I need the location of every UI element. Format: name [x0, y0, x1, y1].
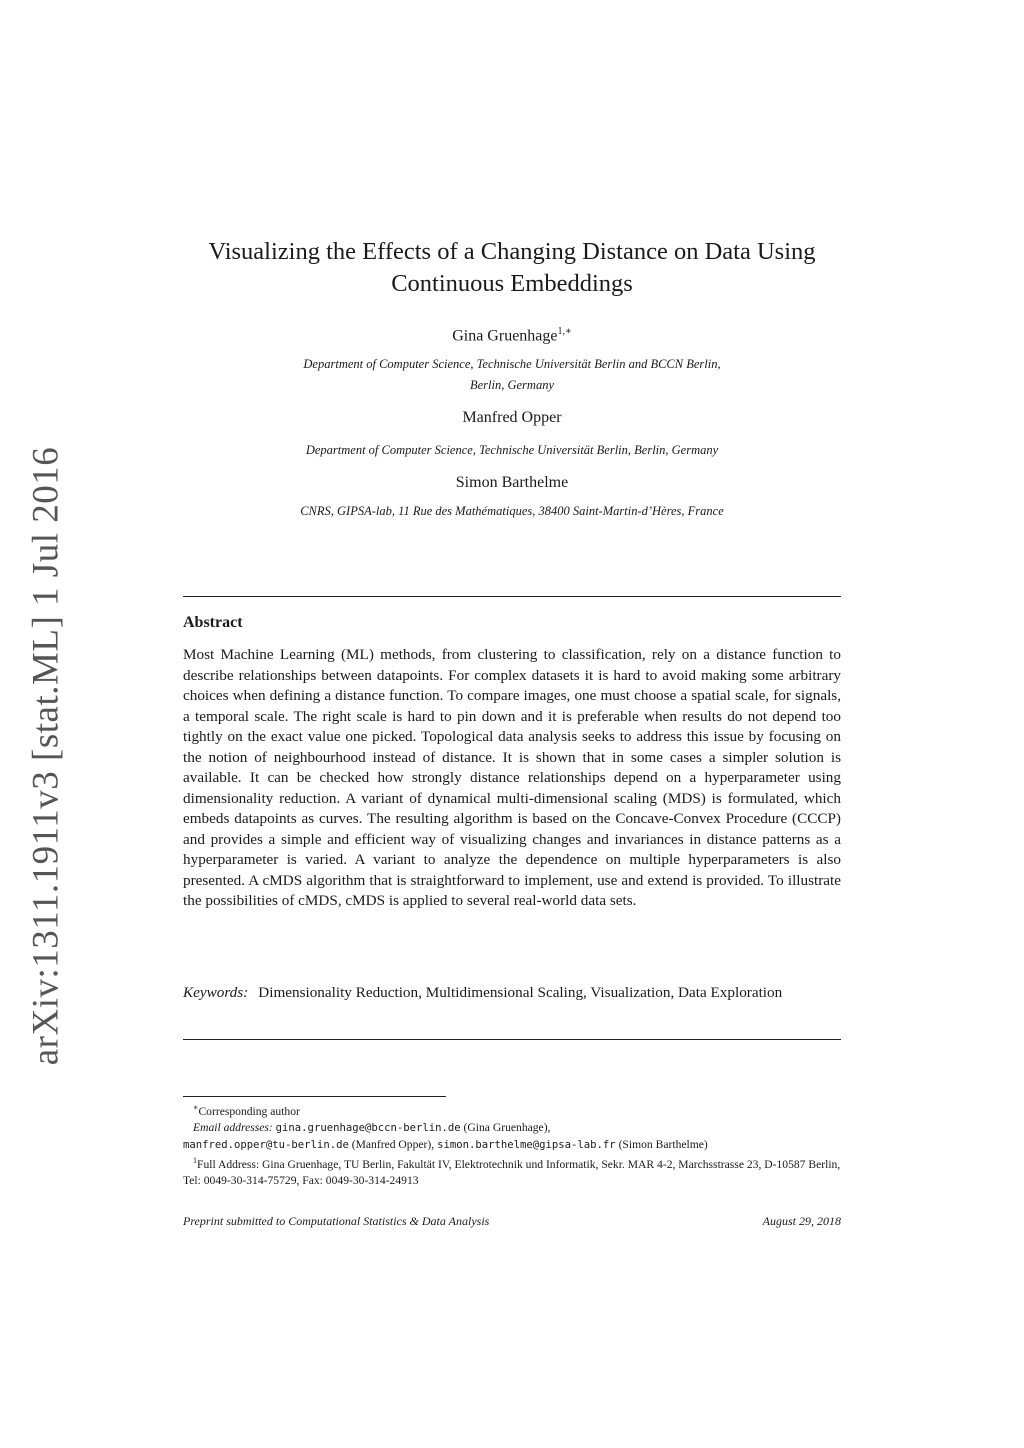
author-1 — [0, 326, 1024, 345]
email-label: Email addresses: — [193, 1121, 273, 1135]
footnote-rule — [183, 1096, 446, 1097]
author-1-affiliation-line-1: Department of Computer Science, Technische Universität Berlin and BCCN Berlin, — [303, 357, 721, 371]
email-link-gruenhage[interactable]: gina.gruenhage@bccn-berlin.de — [275, 1122, 461, 1135]
address-mark: 1 — [193, 1156, 197, 1166]
author-3-affiliation: CNRS, GIPSA-lab, 11 Rue des Mathématiques, 38400 Saint-Martin-d’Hères, France — [300, 504, 724, 518]
author-1-affiliation-line-2: Berlin, Germany — [469, 378, 554, 392]
abstract-top-rule — [183, 596, 841, 597]
arxiv-identifier-stamp: arXiv:1311.1911v3 [stat.ML] 1 Jul 2016 — [25, 446, 67, 1066]
footnote-emails — [183, 1120, 843, 1153]
footnotes — [183, 1100, 843, 1190]
author-2-name: Manfred Opper — [462, 409, 562, 426]
preprint-date: August 29, 2018 — [762, 1214, 841, 1228]
title-line-1: Visualizing the Effects of a Changing Distance on Data Using — [208, 238, 816, 265]
author-3-name: Simon Barthelme — [455, 474, 569, 491]
author-1-marker: 1,∗ — [557, 326, 572, 337]
email-owner-gruenhage: (Gina Gruenhage), — [463, 1121, 551, 1135]
address-text: Full Address: Gina Gruenhage, TU Berlin, Fakultät IV, Elektrotechnik und Informatik, Sekr. MAR 4-2, Marchsstrasse 23, D-10587 Berlin, Tel: 0049-30-314-75729, Fax: 0049-30-314-24913 — [183, 1157, 841, 1188]
email-owner-barthelme: (Simon Barthelme) — [618, 1137, 708, 1151]
email-link-barthelme[interactable]: simon.barthelme@gipsa-lab.fr — [437, 1138, 616, 1151]
footnote-address — [183, 1153, 843, 1190]
preprint-journal-note: Preprint submitted to Computational Statistics & Data Analysis — [183, 1214, 490, 1228]
footnote-corresponding — [183, 1100, 843, 1120]
abstract-body: Most Machine Learning (ML) methods, from clustering to classification, rely on a distance function to describe relationships between datapoints. For complex datasets it is hard to avoid making some arbitrary choices when defining a distance function. To compare images, one must choose a spatial scale, for signals, a temporal scale. The right scale is hard to pin down and it is preferable when results do not depend too tightly on the exact value one picked. Topological data analysis seeks to address this issue by focusing on the notion of neighbourhood instead of distance. It is shown that in some cases a simpler solution is available. It can be checked how strongly distance relationships depend on a hyperparameter using dimensionality reduction. A variant of dynamical multi-dimensional scaling (MDS) is formulated, which embeds datapoints as curves. The resulting algorithm is based on the Concave-Convex Procedure (CCCP) and provides a simple and efficient way of visualizing changes and invariances in distance patterns as a hyperparameter is varied. A variant to analyze the dependence on multiple hyperparameters is also presented. A cMDS algorithm that is straightforward to implement, use and extend is provided. To illustrate the possibilities of cMDS, cMDS is applied to several real-world data sets. — [183, 646, 841, 909]
corresponding-text: Corresponding author — [198, 1104, 300, 1118]
keywords-label: Keywords: — [183, 984, 249, 1001]
author-1-name: Gina Gruenhage — [452, 327, 558, 345]
abstract-heading: Abstract — [183, 614, 243, 631]
paper-title — [0, 236, 1024, 300]
email-link-opper[interactable]: manfred.opper@tu-berlin.de — [183, 1138, 349, 1151]
corresponding-mark: ∗ — [193, 1103, 199, 1112]
author-2-affiliation: Department of Computer Science, Technische Universität Berlin, Berlin, Germany — [305, 443, 719, 457]
keywords — [183, 983, 841, 1004]
keywords-text: Dimensionality Reduction, Multidimensional Scaling, Visualization, Data Exploration — [258, 984, 783, 1001]
author-1-affiliation — [0, 354, 1024, 396]
abstract-bottom-rule — [183, 1039, 841, 1040]
email-owner-opper: (Manfred Opper), — [351, 1137, 435, 1151]
title-line-2: Continuous Embeddings — [391, 270, 633, 297]
